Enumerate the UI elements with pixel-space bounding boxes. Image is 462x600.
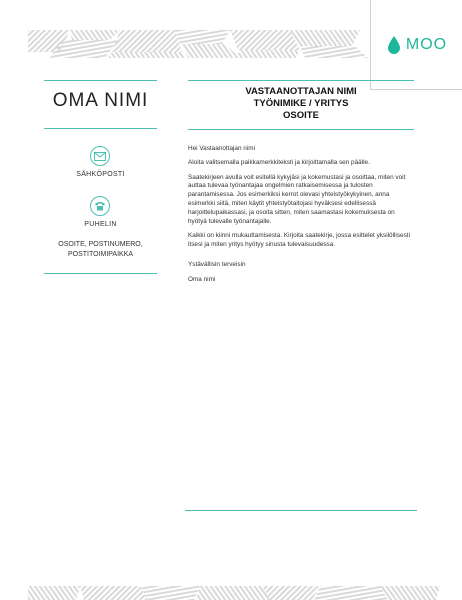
recipient-name: VASTAANOTTAJAN NIMI [245,86,357,97]
bottom-pattern-band [0,580,462,600]
email-label: SÄHKÖPOSTI [76,171,125,178]
signature: Oma nimi [188,275,216,283]
droplet-icon [386,35,402,55]
recipient-block [188,86,414,122]
paragraph-3: Kaikki on kiinni mukauttamisesta. Kirjoita saatekirje, jossa esittelet yksilöllisesti itsesi ja miten yritys hyötyy sinusta tulevaisuudessa. [188,231,410,248]
paragraph-2: Saatekirjeen avulla voit esitellä kykyjäsi ja kokemustasi ja osoittaa, miten voit auttaa tulevaa työnantajaa ongelmien ratkaisemisessa ja tulosten parantamisessa. Jos esimerkiksi kerrot olevasi yhteistyökykyinen, anna esimerkki siitä, miten käytit yhteistyötaitojasi hyväksesi edellisessä harjoittelupaikassasi, ja osoita sitten, miten saamastasi kokemuksesta on hyötyä tulevalle työnantajalle. [188,173,406,225]
telephone-icon [90,196,110,216]
divider [44,273,157,274]
envelope-icon [90,146,110,166]
divider [188,129,414,130]
sender-name: OMA NIMI [52,90,149,111]
closing: Ystävällisin terveisin [188,261,246,269]
address-line-2: POSTITOIMIPAIKKA [67,251,134,258]
divider [188,80,414,81]
greeting: Hei Vastaanottajan nimi [188,145,256,152]
phone-label: PUHELIN [84,221,117,228]
moo-logo [370,0,462,90]
recipient-title-company: TYÖNIMIKE / YRITYS [253,98,349,109]
divider [185,510,417,511]
letter-body [188,145,414,290]
paragraph-1: Aloita valitsemalla paikkamerkkiteksti ja kirjoittamalla sen päälle. [188,159,370,167]
recipient-address: OSOITE [283,110,319,121]
logo-text: MOO [405,35,448,53]
sender-address [44,240,157,260]
divider [44,80,157,81]
address-line-1: OSOITE, POSTINUMERO, [58,241,143,248]
divider [44,128,157,129]
